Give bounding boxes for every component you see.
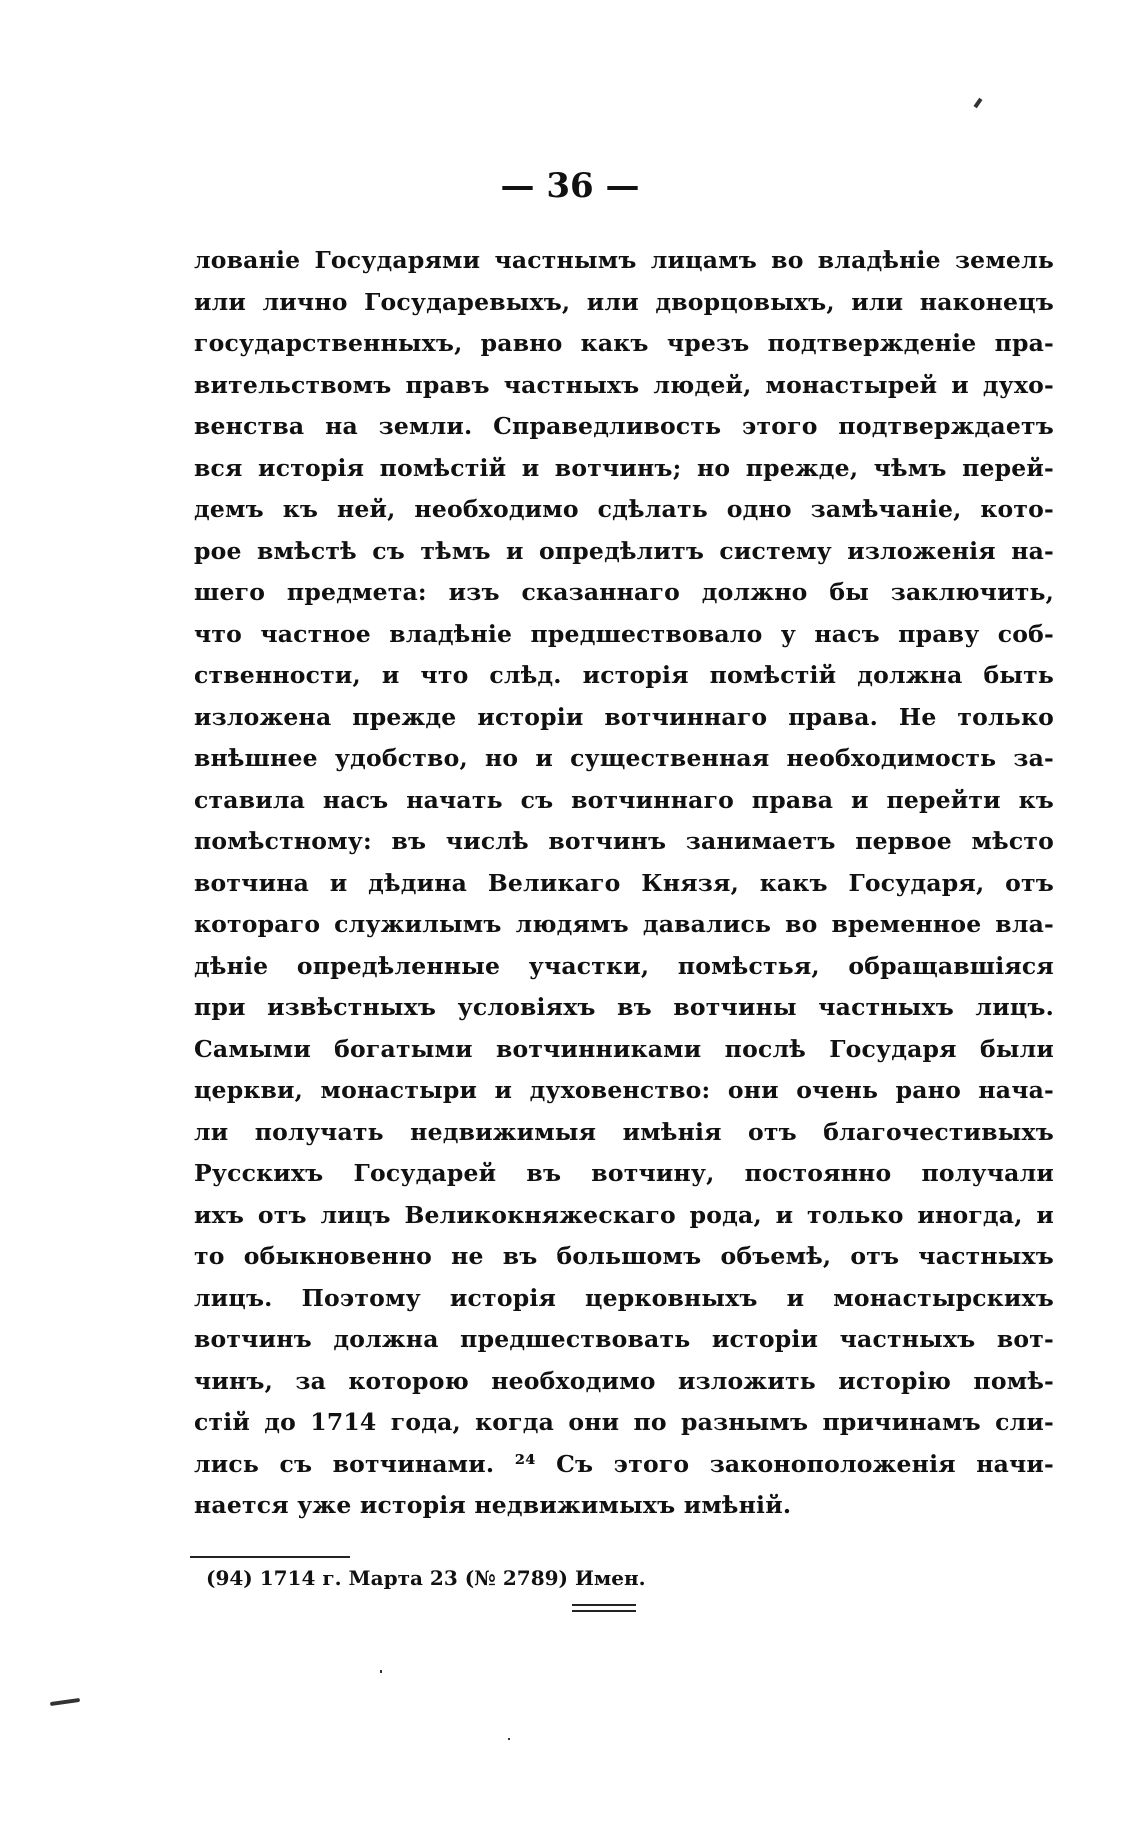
- text-line: вотчина и дѣдина Великаго Князя, какъ Государя, отъ: [194, 868, 1054, 897]
- page-number: — 36 —: [500, 166, 640, 206]
- text-line: лованіе Государями частнымъ лицамъ во владѣніе земель: [194, 246, 1054, 274]
- text-line: то обыкновенно не въ большомъ объемѣ, отъ частныхъ: [194, 1242, 1054, 1270]
- text-line: ли получать недвижимыя имѣнія отъ благочестивыхъ: [194, 1117, 1054, 1146]
- text-line: демъ къ ней, необходимо сдѣлать одно замѣчаніе, кото-: [194, 495, 1054, 523]
- text-line: лицъ. Поэтому исторія церковныхъ и монастырскихъ: [194, 1283, 1054, 1312]
- text-line: церкви, монастыри и духовенство: они очень рано нача-: [194, 1076, 1054, 1104]
- footnote: (94) 1714 г. Марта 23 (№ 2789) Имен.: [206, 1566, 646, 1590]
- text-line: нается уже исторія недвижимыхъ имѣній.: [194, 1491, 792, 1519]
- text-line: ихъ отъ лицъ Великокняжескаго рода, и только иногда, и: [194, 1200, 1054, 1229]
- text-line: дѣніе опредѣленные участки, помѣстья, обращавшіяся: [194, 951, 1054, 980]
- text-line: государственныхъ, равно какъ чрезъ подтвержденіе пра-: [194, 329, 1054, 357]
- end-rule-top: [572, 1604, 636, 1606]
- text-line: венства на земли. Справедливость этого подтверждаетъ: [194, 412, 1054, 440]
- end-rule-bottom: [572, 1610, 636, 1612]
- text-line: вотчинъ должна предшествовать исторіи частныхъ вот-: [194, 1325, 1054, 1353]
- text-line: изложена прежде исторіи вотчиннаго права. Не только: [194, 702, 1054, 731]
- text-line: Самыми богатыми вотчинниками послѣ Государя были: [194, 1034, 1054, 1063]
- text-line: при извѣстныхъ условіяхъ въ вотчины частныхъ лицъ.: [194, 993, 1054, 1021]
- scan-speck: [380, 1670, 382, 1673]
- scan-smudge: [50, 1698, 80, 1706]
- text-line: лись съ вотчинами. ²⁴ Съ этого законоположенія начи-: [194, 1449, 1054, 1478]
- text-line: стій до 1714 года, когда они по разнымъ причинамъ сли-: [194, 1408, 1054, 1436]
- scan-speck: [508, 1738, 510, 1740]
- text-line: вительствомъ правъ частныхъ людей, монастырей и духо-: [194, 370, 1054, 399]
- footnote-divider: [190, 1556, 350, 1558]
- body-text: [194, 240, 1054, 1527]
- text-line: чинъ, за которою необходимо изложить исторію помѣ-: [194, 1366, 1054, 1395]
- scan-mark: [973, 98, 982, 108]
- text-line: рое вмѣстѣ съ тѣмъ и опредѣлитъ систему изложенія на-: [194, 536, 1054, 565]
- text-line: котораго служилымъ людямъ давались во временное вла-: [194, 910, 1054, 938]
- text-line: шего предмета: изъ сказаннаго должно бы заключить,: [194, 578, 1054, 606]
- text-line: ственности, и что слѣд. исторія помѣстій должна быть: [194, 661, 1054, 689]
- text-line: что частное владѣніе предшествовало у насъ праву соб-: [194, 619, 1054, 648]
- text-line: вся исторія помѣстій и вотчинъ; но прежде, чѣмъ перей-: [194, 453, 1054, 482]
- text-line: или лично Государевыхъ, или дворцовыхъ, или наконецъ: [194, 287, 1054, 316]
- text-line: Русскихъ Государей въ вотчину, постоянно получали: [194, 1159, 1054, 1187]
- text-line: помѣстному: въ числѣ вотчинъ занимаетъ первое мѣсто: [194, 827, 1054, 855]
- text-line: ставила насъ начать съ вотчиннаго права и перейти къ: [194, 785, 1054, 814]
- text-line: внѣшнее удобство, но и существенная необходимость за-: [194, 744, 1054, 772]
